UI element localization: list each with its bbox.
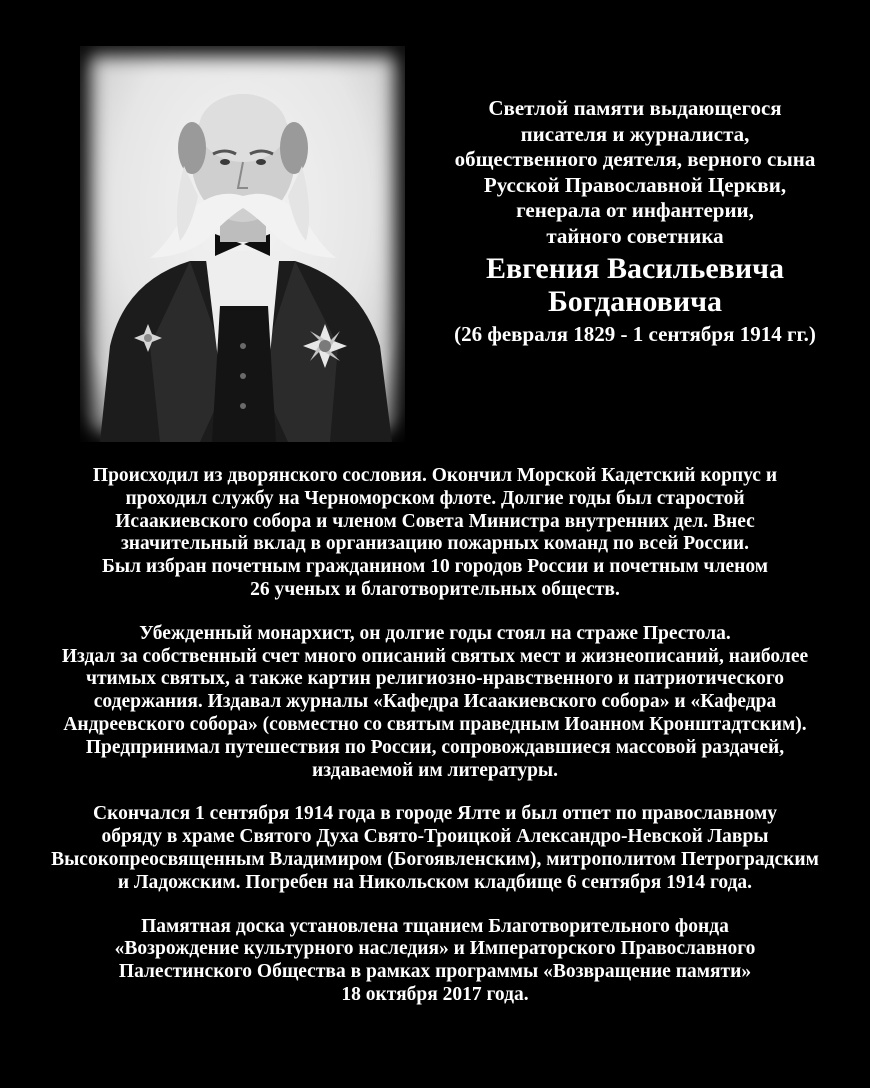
- dedication-line: писателя и журналиста,: [520, 121, 750, 146]
- paragraph-line: Был избран почетным гражданином 10 городов России и почетным членом: [101, 556, 769, 578]
- biography-paragraph-death: [10, 803, 860, 894]
- biography-paragraph-monarchist: [10, 623, 860, 783]
- paragraph-line: 26 ученых и благотворительных обществ.: [250, 578, 620, 600]
- paragraph-line: Происходил из дворянского сословия. Окончил Морской Кадетский корпус и: [92, 465, 778, 486]
- paragraph-line: «Возрождение культурного наследия» и Императорского Православного: [114, 938, 756, 960]
- paragraph-line: Памятная доска установлена тщанием Благотворительного фонда: [141, 915, 729, 937]
- dedication-line: тайного советника: [546, 223, 724, 248]
- paragraph-line: Андреевского собора» (совместно со святым праведным Иоанном Кронштадтским).: [63, 713, 807, 735]
- paragraph-line: проходил службу на Черноморском флоте. Долгие годы был старостой: [125, 487, 745, 509]
- honoree-name-line: Богдановича: [547, 285, 723, 318]
- dedication-line: генерала от инфантерии,: [516, 198, 754, 222]
- dedication-header: [430, 96, 840, 348]
- biography-text: [10, 465, 860, 1028]
- paragraph-line: обряду в храме Святого Духа Свято-Троицкой Александро-Невской Лавры: [101, 826, 769, 848]
- dedication-text: [430, 96, 840, 249]
- dedication-line: Светлой памяти выдающегося: [488, 96, 782, 120]
- paragraph-line: значительный вклад в организацию пожарных команд по всей России.: [120, 533, 750, 555]
- paragraph-line: Издал за собственный счет много описаний святых мест и жизнеописаний, наиболее: [61, 645, 809, 667]
- honoree-name: [430, 252, 840, 318]
- paragraph-line: и Ладожским. Погребен на Никольском кладбище 6 сентября 1914 года.: [117, 871, 753, 893]
- paragraph-line: Предпринимал путешествия по России, сопровождавшиеся массовой раздачей,: [85, 736, 785, 758]
- biography-paragraph-plaque-info: [10, 916, 860, 1007]
- biography-paragraph-origin: [10, 465, 860, 602]
- honoree-name-line: Евгения Васильевича: [485, 252, 785, 285]
- paragraph-line: 18 октября 2017 года.: [341, 983, 529, 1005]
- dedication-line: общественного деятеля, верного сына: [454, 147, 816, 171]
- dedication-line: Русской Православной Церкви,: [483, 172, 787, 197]
- life-dates: (26 февраля 1829 - 1 сентября 1914 гг.): [454, 322, 816, 346]
- paragraph-line: чтимых святых, а также картин религиозно-нравственного и патриотического: [85, 668, 785, 690]
- paragraph-line: Исаакиевского собора и членом Совета Министра внутренних дел. Внес: [115, 510, 755, 532]
- paragraph-line: Палестинского Общества в рамках программы «Возвращение памяти»: [118, 961, 752, 983]
- portrait-photo: [80, 46, 405, 442]
- paragraph-line: Высокопреосвященным Владимиром (Богоявленским), митрополитом Петроградским: [51, 848, 819, 870]
- paragraph-line: издаваемой им литературы.: [311, 759, 559, 781]
- paragraph-line: содержания. Издавал журналы «Кафедра Исаакиевского собора» и «Кафедра: [93, 691, 777, 713]
- paragraph-line: Скончался 1 сентября 1914 года в городе Ялте и был отпет по православному: [93, 803, 777, 825]
- paragraph-line: Убежденный монархист, он долгие годы стоял на страже Престола.: [139, 622, 731, 644]
